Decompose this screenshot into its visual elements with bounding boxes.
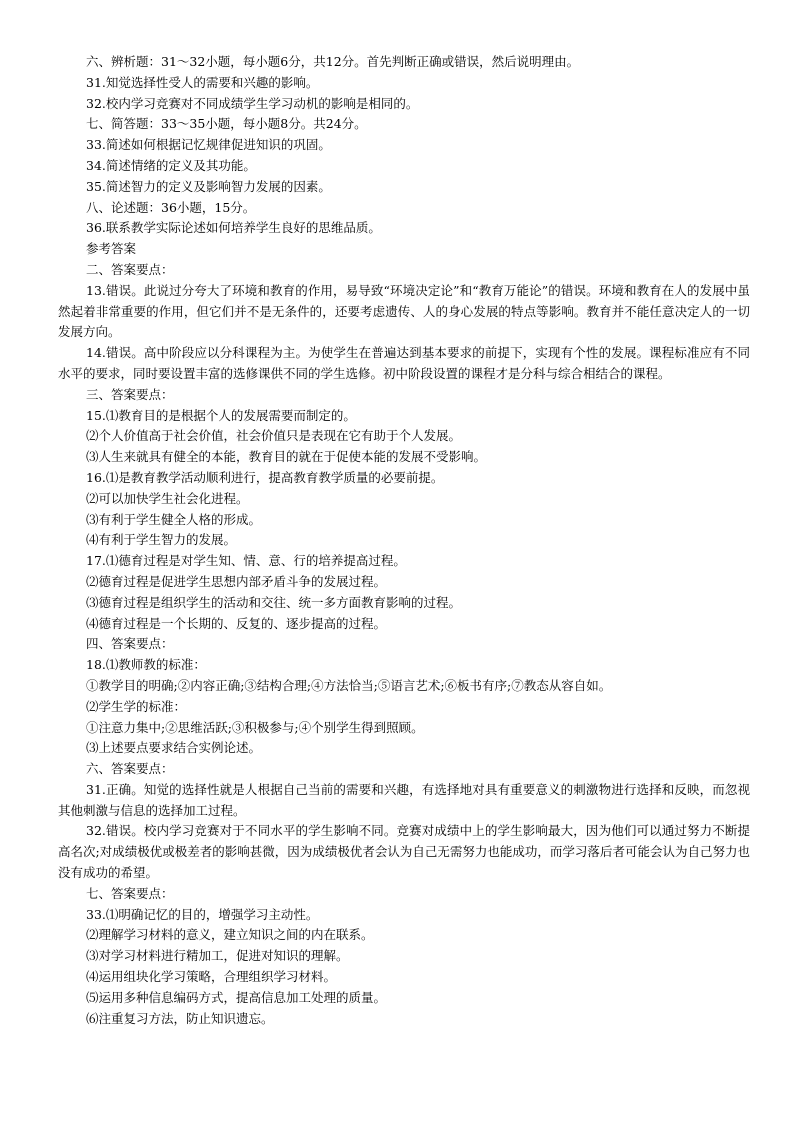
answer-item: ⑶德育过程是组织学生的活动和交往、统一多方面教育影响的过程。 xyxy=(86,594,462,610)
section-heading: 八、论述题：36小题，15分。 xyxy=(86,199,256,215)
answer-item: ①注意力集中;②思维活跃;③积极参与;④个别学生得到照顾。 xyxy=(86,719,424,735)
question-item: 36.联系教学实际论述如何培养学生良好的思维品质。 xyxy=(86,220,381,236)
answer-item: 33.⑴明确记忆的目的，增强学习主动性。 xyxy=(86,906,319,922)
section-heading: 六、辨析题：31～32小题，每小题6分，共12分。首先判断正确或错误，然后说明理由。 xyxy=(86,54,580,69)
question-item: 33.简述如何根据记忆规律促进知识的巩固。 xyxy=(86,137,331,153)
answer-item: ⑶上述要点要求结合实例论述。 xyxy=(86,740,262,756)
answer-item: ⑵可以加快学生社会化进程。 xyxy=(86,490,249,506)
answer-item: ⑶有利于学生健全人格的形成。 xyxy=(86,511,262,527)
answer-section-heading: 二、答案要点： xyxy=(86,261,174,277)
answer-item: ⑶对学习材料进行精加工，促进对知识的理解。 xyxy=(86,948,349,964)
question-item: 34.简述情绪的定义及其功能。 xyxy=(86,157,256,173)
answer-item: 18.⑴教师教的标准： xyxy=(86,657,206,673)
question-item: 35.简述智力的定义及影响智力发展的因素。 xyxy=(86,178,331,194)
answer-item: ⑶人生来就具有健全的本能，教育目的就在于促使本能的发展不受影响。 xyxy=(86,449,487,465)
answer-item: ⑵学生学的标准： xyxy=(86,698,187,714)
answer-item: ⑷有利于学生智力的发展。 xyxy=(86,532,237,548)
answer-item: ⑵个人价值高于社会价值，社会价值只是表现在它有助于个人发展。 xyxy=(86,428,462,444)
answer-paragraph: 13.错误。此说过分夸大了环境和教育的作用，易导致“环境决定论”和“教育万能论”的错误。环境和教育在人的发展中虽然起着非常重要的作用，但它们并不是无条件的，还要考虑遗传、人的身心发展的特点等影响。教育并不能任意决定人的一切发展方向。 xyxy=(58,282,750,340)
answer-item: ⑷运用组块化学习策略，合理组织学习材料。 xyxy=(86,969,337,985)
answer-title: 参考答案 xyxy=(86,241,137,257)
answer-item: 16.⑴是教育教学活动顺利进行，提高教育教学质量的必要前提。 xyxy=(86,469,444,485)
answer-item: ⑵德育过程是促进学生思想内部矛盾斗争的发展过程。 xyxy=(86,573,387,589)
answer-item: 15.⑴教育目的是根据个人的发展需要而制定的。 xyxy=(86,407,356,423)
answer-item: ⑷德育过程是一个长期的、反复的、逐步提高的过程。 xyxy=(86,615,387,631)
answer-paragraph: 31.正确。知觉的选择性就是人根据自己当前的需要和兴趣，有选择地对具有重要意义的刺激物进行选择和反映，而忽视其他刺激与信息的选择加工过程。 xyxy=(58,781,750,818)
question-item: 32.校内学习竞赛对不同成绩学生学习动机的影响是相同的。 xyxy=(86,95,419,111)
answer-section-heading: 四、答案要点： xyxy=(86,636,174,652)
answer-paragraph: 32.错误。校内学习竞赛对于不同水平的学生影响不同。竞赛对成绩中上的学生影响最大，因为他们可以通过努力不断提高名次;对成绩极优或极差者的影响甚微，因为成绩极优者会认为自己无需努力也能成功，而学习落后者可能会认为自己努力也没有成功的希望。 xyxy=(58,823,750,881)
answer-item: ①教学目的明确;②内容正确;③结构合理;④方法恰当;⑤语言艺术;⑥板书有序;⑦教态从容自如。 xyxy=(86,677,612,693)
answer-paragraph: 14.错误。高中阶段应以分科课程为主。为使学生在普遍达到基本要求的前提下，实现有个性的发展。课程标准应有不同水平的要求，同时要设置丰富的选修课供不同的学生选修。初中阶段设置的课程才是分科与综合相结合的课程。 xyxy=(58,345,750,381)
answer-item: ⑹注重复习方法，防止知识遗忘。 xyxy=(86,1010,274,1026)
question-item: 31.知觉选择性受人的需要和兴趣的影响。 xyxy=(86,74,319,90)
answer-section-heading: 三、答案要点： xyxy=(86,386,174,402)
document-body xyxy=(58,52,750,1029)
section-heading: 七、简答题：33～35小题，每小题8分。共24分。 xyxy=(86,116,367,132)
answer-item: 17.⑴德育过程是对学生知、情、意、行的培养提高过程。 xyxy=(86,553,406,569)
answer-section-heading: 七、答案要点： xyxy=(86,885,174,901)
answer-item: ⑵理解学习材料的意义，建立知识之间的内在联系。 xyxy=(86,927,374,943)
answer-section-heading: 六、答案要点： xyxy=(86,761,174,777)
answer-item: ⑸运用多种信息编码方式，提高信息加工处理的质量。 xyxy=(86,989,387,1005)
